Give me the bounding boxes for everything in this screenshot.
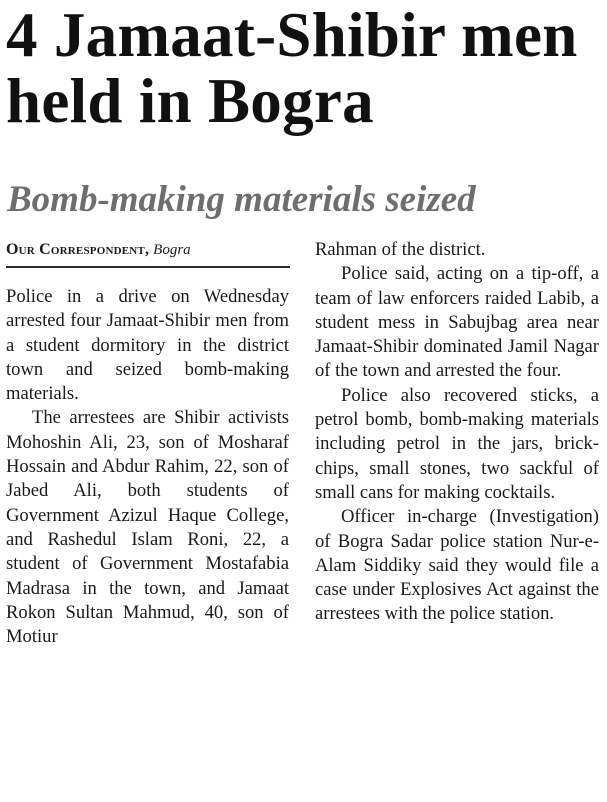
byline-name: Our Correspondent, [6,241,150,258]
headline-line-1: 4 Jamaat-Shibir men [6,0,578,70]
paragraph-5: Officer in-charge (Investigation) of Bogra Sadar police station Nur-e-Alam Siddiky said they would file a case under Explosives Act against the arrestees with the police station. [315,506,599,625]
paragraph-4: Police also recovered sticks, a petrol bomb, bomb-making materials including petrol in the jars, brick-chips, small stones, two sackful of small cans for making cocktails. [315,384,599,503]
article-column-2 [315,238,599,627]
headline [6,2,604,134]
article-column-1 [6,285,289,649]
paragraph-3: Police said, acting on a tip-off, a team of law enforcers raided Labib, a student mess in Sabujbag area near Jamaat-Shibir dominated Jamil Nagar of the town and arrested the four. [315,263,599,382]
paragraph-1: Police in a drive on Wednesday arrested four Jamaat-Shibir men from a student dormitory in the district town and seized bomb-making materials. [6,286,289,405]
headline-line-2: held in Bogra [6,66,374,136]
paragraph-2-continued: Rahman of the district. [315,239,486,260]
paragraph-2: The arrestees are Shibir activists Mohoshin Ali, 23, son of Mosharaf Hossain and Abdur Rahim, 22, son of Jabed Ali, both students of Government Azizul Haque College, and Rashedul Islam Roni, 22, a student of Government Mostafabia Madrasa in the town, and Jamaat Rokon Sultan Mahmud, 40, son of Motiur [6,407,289,648]
subheadline: Bomb-making materials seized [7,179,476,220]
byline [6,240,290,268]
byline-place: Bogra [153,242,191,258]
